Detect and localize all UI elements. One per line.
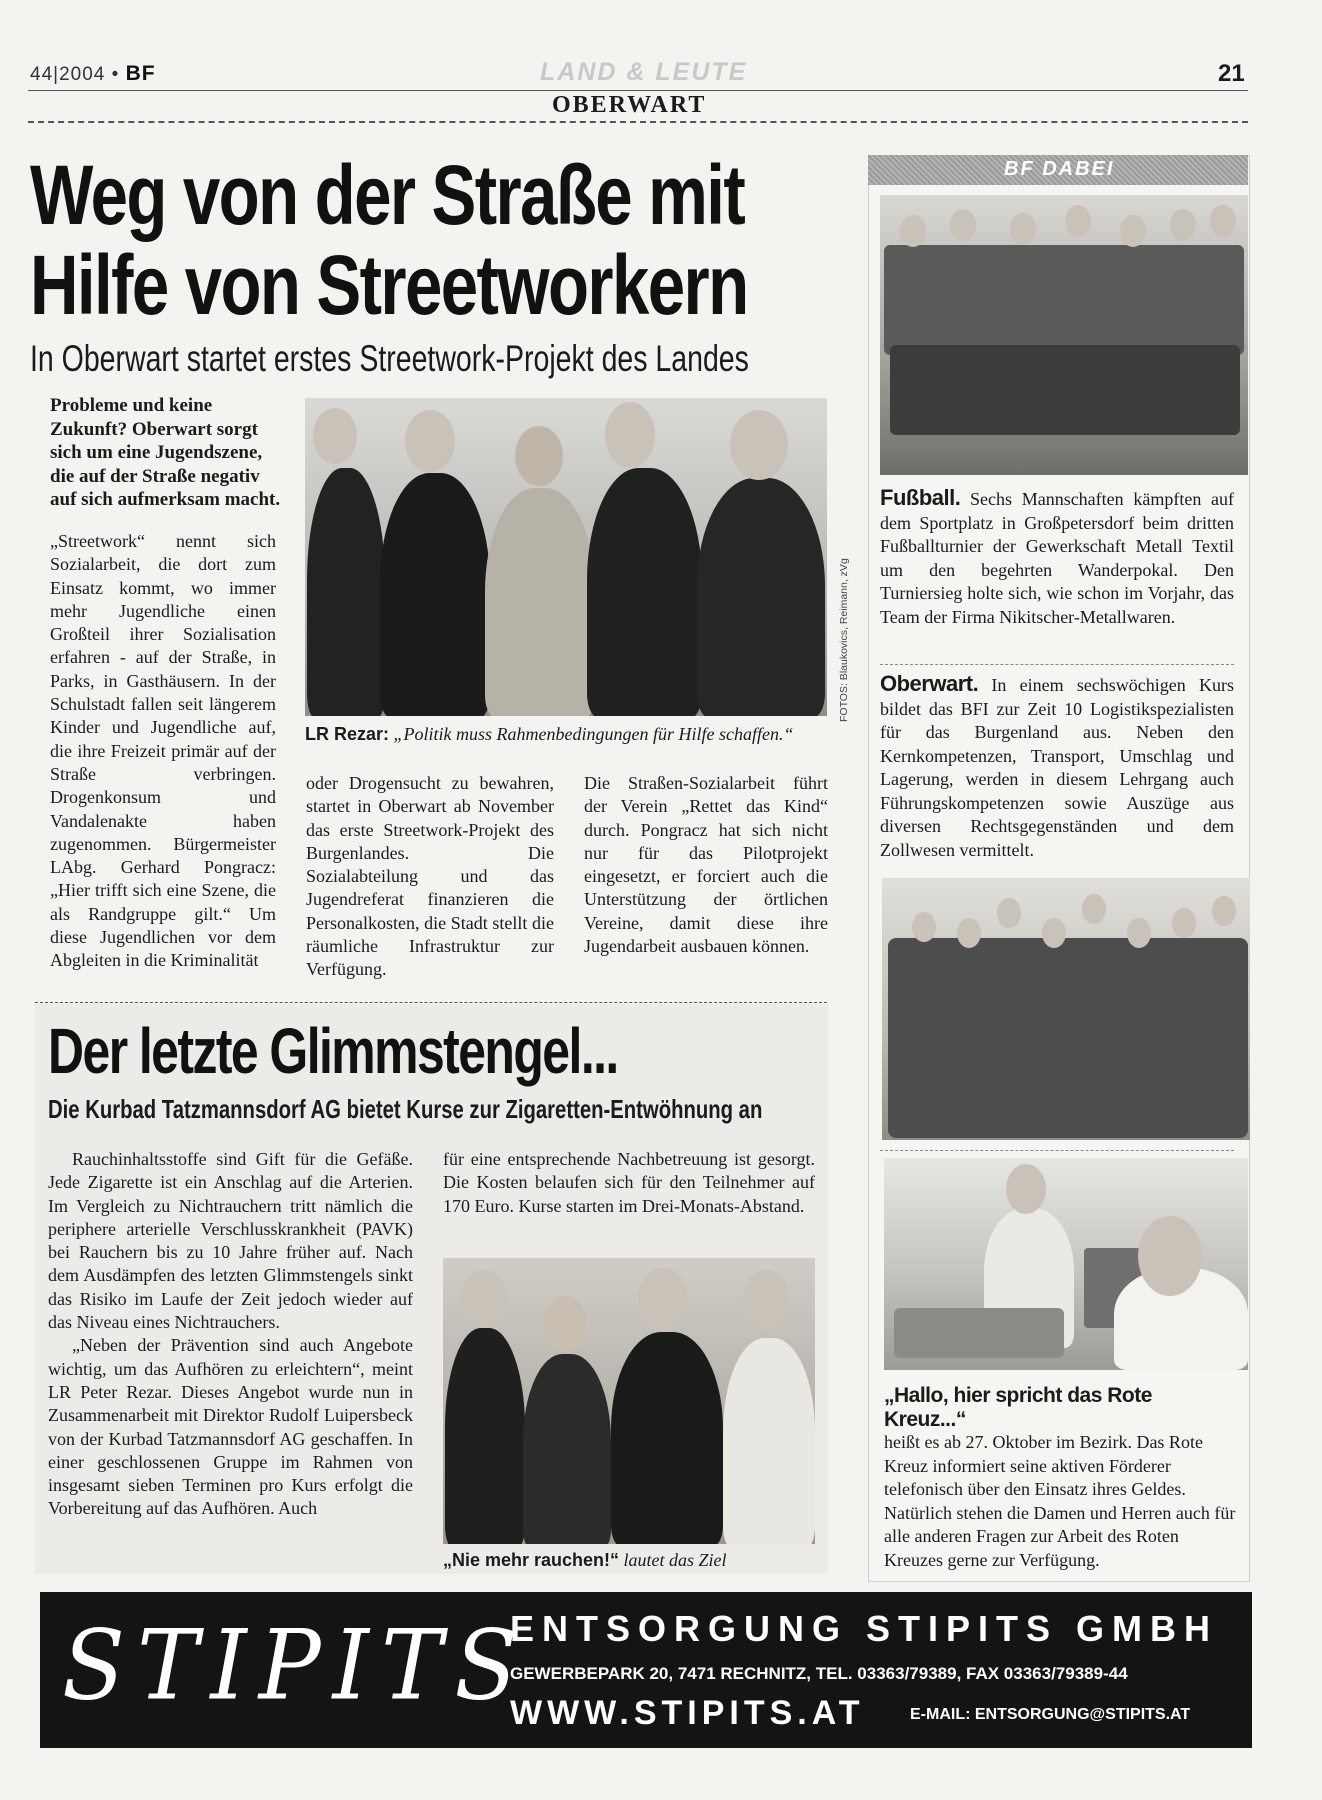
photo-figure [894, 1308, 1064, 1358]
article1-col3-text: Die Straßen-Sozialarbeit führt der Verein „Rettet das Kind“ durch. Pongracz hat sich nicht nur für das Pilotprojekt eingesetzt, er forciert auch die Unterstützung der örtlichen Vereine, damit diese ihre Jugendarbeit ausbauen können. [584, 773, 828, 957]
photo-face [605, 402, 655, 468]
sidebar-photo-football [880, 195, 1248, 475]
article1-col1-text: „Streetwork“ nennt sich Sozialarbeit, die dort zum Einsatz kommt, wo immer mehr Jugendliche einen Großteil ihrer Sozialisation erfahren - auf der Straße, in Parks, in Gasthäusern. In der Schulstadt fallen seit längerem Kinder und Jugendliche auf, die ihre Freizeit primär auf der Straße verbringen. Drogenkonsum und Vandalenakte haben zugenommen. Bürgermeister LAbg. Gerhard Pongracz: „Hier trifft sich eine Szene, die als Randgruppe gilt.“ Um diese Jugendlichen vor dem Abgleiten in die Kriminalität [50, 531, 276, 971]
region-label: OBERWART [552, 92, 707, 118]
photo-figure [380, 473, 490, 716]
sidebar-header-label: BF DABEI [1004, 158, 1115, 180]
photo-figure [523, 1354, 611, 1544]
ad-address: GEWERBEPARK 20, 7471 RECHNITZ, TEL. 03363/79389, FAX 03363/79389-44 [510, 1664, 1128, 1683]
caption-name: LR Rezar: [305, 724, 390, 744]
photo-face [543, 1296, 587, 1352]
article1-lead: Probleme und keine Zukunft? Oberwart sorgt sich um eine Jugendszene, die auf der Straße negativ auf sich aufmerksam macht. [50, 395, 281, 510]
sidebar-item2-runin: Oberwart. [880, 671, 979, 696]
sidebar-item1-text: Sechs Mannschaften kämpften auf dem Sportplatz in Großpetersdorf beim dritten Fußballturnier der Gewerkschaft Metall Textil um den begehrten Wanderpokal. Den Turniersieg holte sich, wie schon im Vorjahr, das Team der Firma Nikitscher-Metallwaren. [880, 489, 1234, 627]
article1-photo [305, 398, 827, 716]
sidebar-photo-redcross [884, 1158, 1248, 1370]
photo-face [1065, 205, 1091, 237]
article2-body-col2 [443, 1148, 815, 1218]
photo-face [1120, 215, 1146, 247]
article2-photo-caption [443, 1550, 727, 1571]
issue-bullet: • [111, 64, 120, 85]
photo-face [638, 1268, 688, 1332]
photo-face [957, 918, 981, 948]
photo-face [1010, 213, 1036, 245]
photo-figure [697, 478, 825, 716]
photo-face [950, 209, 976, 241]
sidebar-item3-text: heißt es ab 27. Oktober im Bezirk. Das Rote Kreuz informiert seine aktiven Förderer telefonisch über den Einsatz ihres Geldes. Natürlich stehen die Damen und Herren auch für alle anderen Fragen zur Arbeit des Roten Kreuzes gerne zur Verfügung. [884, 1432, 1236, 1570]
photo-figure [888, 938, 1248, 1138]
photo-face [1042, 918, 1066, 948]
article1-body-col3 [584, 772, 828, 958]
article1-body-col1 [50, 530, 276, 973]
photo-face [1210, 205, 1236, 237]
photo-credit: FOTOS: Blaukovics, Reimann, zVg [838, 558, 850, 722]
sidebar-item-football [880, 486, 1234, 629]
issue-number: 44|2004 [30, 64, 106, 85]
photo-face [1127, 918, 1151, 948]
caption-rest: lautet das Ziel [623, 1550, 727, 1570]
article-divider [35, 1002, 827, 1003]
article2-col1-p2: „Neben der Prävention sind auch Angebote wichtig, um das Aufhören zu erleichtern“, meint LR Peter Rezar. Dieses Angebot wurde nun in Zusammenarbeit mit Direktor Rudolf Luipersbeck von der Kurbad Tatzmannsdorf AG geschaffen. In einer geschlossenen Gruppe im Rahmen von insgesamt sieben Terminen pro Kurs erfolgt die Vorbereitung auf das Aufhören. Auch [48, 1335, 413, 1519]
photo-face [515, 426, 563, 486]
photo-face [313, 408, 357, 464]
sidebar-header [868, 155, 1248, 185]
sidebar-item1-runin: Fußball. [880, 485, 961, 510]
article1-col2-text: oder Drogensucht zu bewahren, startet in Oberwart ab November das erste Streetwork-Projekt des Burgenlandes. Die Sozialabteilung und das Jugendreferat finanzieren die Personalkosten, die Stadt stellt die räumliche Infrastruktur zur Verfügung. [306, 773, 554, 980]
photo-face [730, 410, 788, 480]
photo-face [1082, 894, 1106, 924]
ad-email[interactable]: E-MAIL: ENTSORGUNG@STIPITS.AT [910, 1706, 1191, 1723]
article2-photo [443, 1258, 815, 1544]
header-rule [28, 90, 1248, 91]
sidebar-divider [880, 1150, 1234, 1151]
sidebar-item-redcross [884, 1384, 1238, 1572]
article2-body-col1 [48, 1148, 413, 1521]
photo-face [1138, 1216, 1202, 1296]
article1-photo-caption [305, 724, 793, 745]
ad-website[interactable]: WWW.STIPITS.AT [510, 1694, 865, 1732]
photo-face [405, 410, 455, 472]
ad-logo: STIPITS [62, 1609, 530, 1722]
article2-col1-p1: Rauchinhaltsstoffe sind Gift für die Gefäße. Jede Zigarette ist ein Anschlag auf die Arterien. Im Vergleich zu Nichtrauchern tritt nämlich die periphere arterielle Verschlusskrankheit (PAVK) bei Rauchern bis zu 10 Jahre früher auf. Nach dem Ausdämpfen des letzten Glimmstengels sinkt das Risiko im Laufe der Zeit jedoch wieder auf das Niveau eines Nichtrauchers. [48, 1149, 413, 1333]
photo-face [900, 215, 926, 247]
article2-title: Der letzte Glimmstengel... [48, 1015, 618, 1087]
sidebar-item-oberwart [880, 672, 1234, 862]
photo-face [1172, 908, 1196, 938]
photo-figure [611, 1332, 723, 1544]
sidebar-photo-course [882, 878, 1250, 1140]
photo-face [1212, 896, 1236, 926]
photo-face [912, 912, 936, 942]
article1-subtitle: In Oberwart startet erstes Streetwork-Projekt des Landes [30, 338, 749, 379]
sidebar-item2-text: In einem sechswöchigen Kurs bildet das BFI zur Zeit 10 Logistikspezialisten für das Burgenland aus. Neben den Kernkompetenzen, Transport, Umschlag und Lagerung, werden in diesem Lehrgang auch Führungskompetenzen sowie Auszüge aus diversen Rechtsgegenständen und dem Zollwesen vermittelt. [880, 675, 1234, 860]
photo-face [997, 898, 1021, 928]
photo-figure [890, 345, 1240, 435]
photo-figure [723, 1338, 815, 1544]
photo-face [743, 1270, 789, 1330]
photo-figure [445, 1328, 525, 1544]
stipits-ad [40, 1592, 1252, 1748]
photo-face [461, 1270, 507, 1328]
photo-figure [307, 468, 385, 716]
article1-body-col2 [306, 772, 554, 982]
article2-subtitle: Die Kurbad Tatzmannsdorf AG bietet Kurse zur Zigaretten-Entwöhnung an [48, 1094, 763, 1124]
issue-info [30, 62, 156, 86]
article1-title-line2: Hilfe von Streetworkern [30, 238, 748, 332]
photo-figure [884, 245, 1244, 355]
photo-face [1170, 209, 1196, 241]
photo-face [1006, 1164, 1046, 1214]
header-dashed-rule [28, 121, 1248, 123]
sidebar-item3-runin: „Hallo, hier spricht das Rote Kreuz...“ [884, 1384, 1152, 1431]
photo-figure [485, 488, 595, 716]
ad-company: ENTSORGUNG STIPITS GMBH [510, 1608, 1219, 1649]
brand-label: BF [125, 62, 156, 85]
caption-quote: „Politik muss Rahmenbedingungen für Hilfe schaffen.“ [393, 724, 794, 744]
page-number: 21 [1218, 60, 1245, 87]
caption-bold: „Nie mehr rauchen!“ [443, 1550, 620, 1570]
sidebar-divider [880, 664, 1234, 665]
section-title: LAND & LEUTE [540, 58, 748, 86]
photo-figure [587, 468, 702, 716]
article2-col2-text: für eine entsprechende Nachbetreuung ist gesorgt. Die Kosten belaufen sich für den Teilnehmer auf 170 Euro. Kurse starten im Drei-Monats-Abstand. [443, 1149, 815, 1216]
article1-title-line1: Weg von der Straße mit [30, 148, 745, 242]
